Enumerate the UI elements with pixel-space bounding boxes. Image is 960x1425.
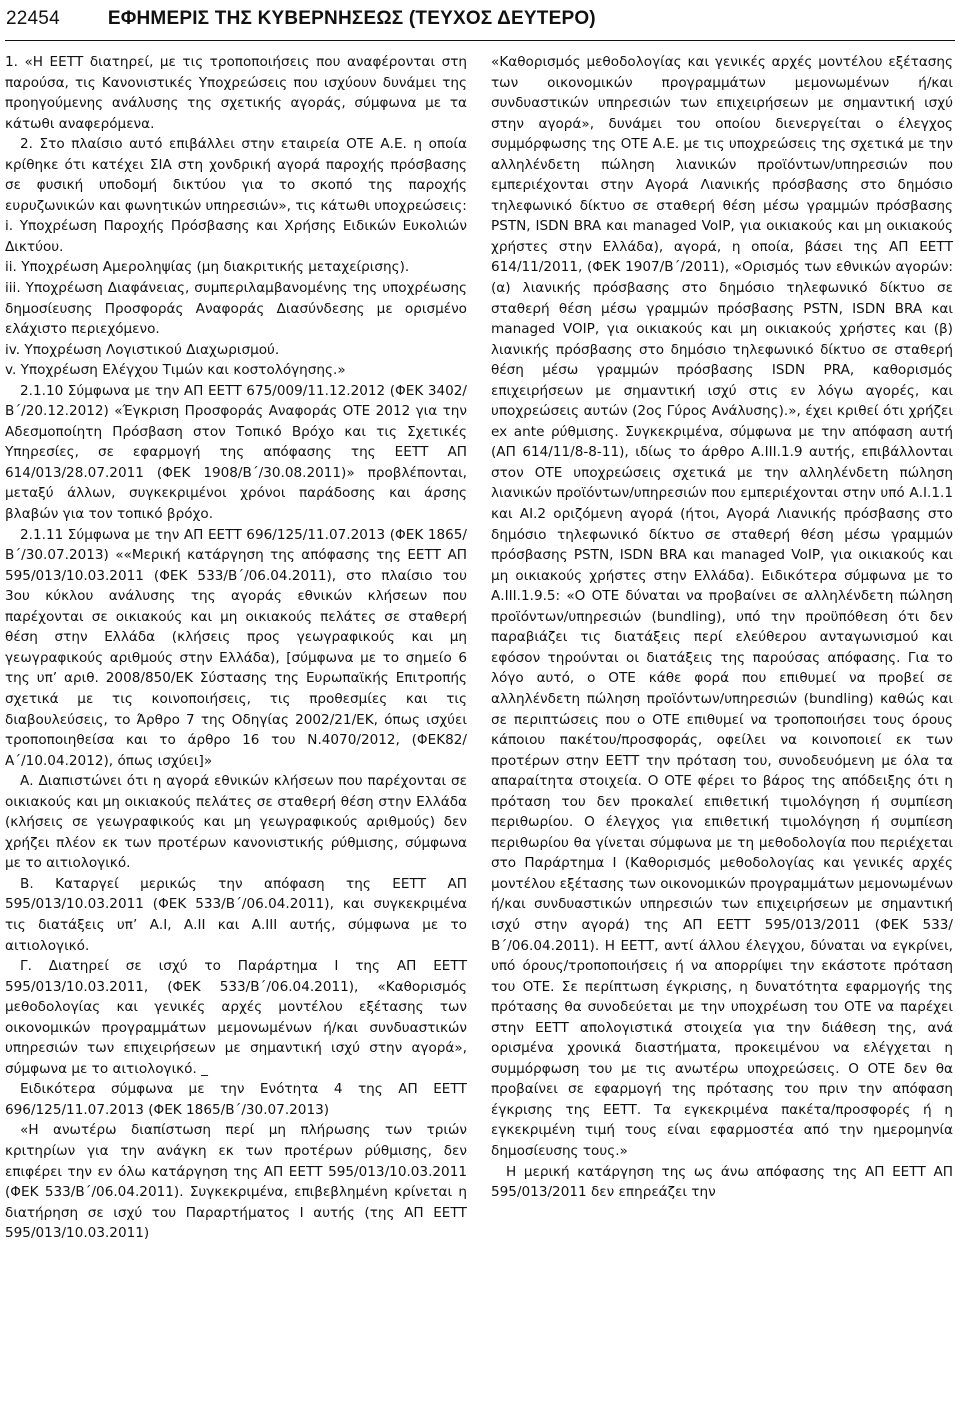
paragraph: Γ. Διατηρεί σε ισχύ το Παράρτημα Ι της ΑΠ ΕΕΤΤ 595/013/10.03.2011, (ΦΕΚ 533/Β΄/06.04.2011), «Καθορισμός μεθοδολογίας και γενικές αρχές μοντέλου εξέτασης των οικονομικών προγραμμάτων μεμονωμένων ή/και συνδυαστικών υπηρεσιών των επιχειρήσεων με σημαντική ισχύ στην αγορά», σύμφωνα με το αιτιολογικό. _ (5, 958, 467, 1077)
paragraph: «Η ανωτέρω διαπίστωση περί μη πλήρωσης των τριών κριτηρίων για την ανάγκη εκ των προτέρων ρύθμισης, δεν επιφέρει την εν όλω κατάργηση της ΑΠ ΕΕΤΤ 595/013/10.03.2011 (ΦΕΚ 533/Β΄/06.04.2011). Συγκεκριμένα, επιβεβλημένη κρίνεται η διατήρηση σε ισχύ του Παραρτήματος Ι αυτής (της ΑΠ ΕΕΤΤ 595/013/10.03.2011) (5, 1122, 467, 1242)
list-item: ii. Υποχρέωση Αμεροληψίας (μη διακριτικής μεταχείρισης). (5, 259, 410, 276)
list-item: iv. Υποχρέωση Λογιστικού Διαχωρισμού. (5, 341, 280, 358)
gazette-title: ΕΦΗΜΕΡΙΣ ΤΗΣ ΚΥΒΕΡΝΗΣΕΩΣ (ΤΕΥΧΟΣ ΔΕΥΤΕΡΟ) (107, 8, 596, 29)
list-item: v. Υποχρέωση Ελέγχου Τιμών και κοστολόγησης.» (5, 362, 346, 379)
paragraph: Ειδικότερα σύμφωνα με την Ενότητα 4 της ΑΠ ΕΕΤΤ 696/125/11.07.2013 (ΦΕΚ 1865/Β΄/30.07.2013) (5, 1081, 467, 1118)
paragraph: 2.1.11 Σύμφωνα με την ΑΠ ΕΕΤΤ 696/125/11.07.2013 (ΦΕΚ 1865/Β΄/30.07.2013) ««Μερική κατάργηση της απόφασης της ΕΕΤΤ ΑΠ 595/013/10.03.2011 (ΦΕΚ 533/Β΄/06.04.2011), στο πλαίσιο του 3ου κύκλου ανάλυσης της αγοράς εθνικών κλήσεων που παρέχονται σε οικιακούς και μη οικιακούς πελάτες σε σταθερή θέση στην Ελλάδα (κλήσεις προς γεωγραφικούς και μη γεωγραφικούς αριθμούς στην Ελλάδα), [σύμφωνα με το σημείο 6 της υπ’ αριθ. 2008/850/ΕΚ Σύστασης της Ευρωπαϊκής Επιτροπής σχετικά με τις κοινοποιήσεις, τις προθεσμίες και τις διαβουλεύσεις, το Άρθρο 7 της Οδηγίας 2002/21/ΕΚ, όπως ισχύει τροποποιηθείσα και το άρθρο 16 του Ν.4070/2012, (ΦΕΚ82/Α΄/10.04.2012), όπως ισχύει]» (5, 526, 467, 769)
paragraph: 2. Στο πλαίσιο αυτό επιβάλλει στην εταιρεία ΟΤΕ Α.Ε. η οποία κρίθηκε ότι κατέχει ΣΙΑ στη χονδρική αγορά παροχής πρόσβασης σε φυσική υποδομή δικτύου για το σκοπό της παροχής ευρυζωνικών και φωνητικών υπηρεσιών», τις κάτωθι υποχρεώσεις: (5, 136, 467, 214)
right-column (491, 52, 953, 1203)
paragraph: 2.1.10 Σύμφωνα με την ΑΠ ΕΕΤΤ 675/009/11.12.2012 (ΦΕΚ 3402/Β΄/20.12.2012) «Έγκριση Προσφοράς Αναφοράς ΟΤΕ 2012 για την Αδεσμοποίητη Πρόσβαση στον Τοπικό Βρόχο και τις Σχετικές Υπηρεσίες, σε εφαρμογή της απόφασης της ΕΕΤΤ ΑΠ 614/013/28.07.2011 (ΦΕΚ 1908/Β΄/30.08.2011)» προβλέπονται, μεταξύ άλλων, συγκεκριμένοι χρόνοι παράδοσης και άρσης βλαβών για τον τοπικό βρόχο. (5, 382, 467, 523)
list-item: iii. Υποχρέωση Διαφάνειας, συμπεριλαμβανομένης της υποχρέωσης δημοσίευσης Προσφοράς Αναφοράς Διασύνδεσης με ορισμένο ελάχιστο περιεχόμενο. (5, 280, 467, 338)
page-header (6, 0, 954, 38)
header-divider (5, 40, 955, 41)
paragraph: Β. Καταργεί μερικώς την απόφαση της ΕΕΤΤ ΑΠ 595/013/10.03.2011 (ΦΕΚ 533/Β΄/06.04.2011), και συγκεκριμένα τις διατάξεις υπ’ Α.Ι, Α.ΙΙ και Α.ΙΙΙ αυτής, σύμφωνα με το αιτιολογικό. (5, 875, 467, 954)
paragraph: Α. Διαπιστώνει ότι η αγορά εθνικών κλήσεων που παρέχονται σε οικιακούς και μη οικιακούς πελάτες σε σταθερή θέση στην Ελλάδα (κλήσεις σε γεωγραφικούς και μη γεωγραφικούς αριθμούς) δεν χρήζει πλέον εκ των προτέρων κανονιστικής ρύθμισης, σύμφωνα με το αιτιολογικό. (5, 773, 467, 872)
paragraph: 1. «Η ΕΕΤΤ διατηρεί, με τις τροποποιήσεις που αναφέρονται στη παρούσα, τις Κανονιστικές Υποχρεώσεις που ισχύουν δυνάμει της προηγούμενης ανάλυσης της σχετικής αγοράς, σύμφωνα με τα κάτωθι αναφερόμενα. (5, 54, 467, 132)
left-column (5, 52, 467, 1244)
paragraph: «Καθορισμός μεθοδολογίας και γενικές αρχές μοντέλου εξέτασης των οικονομικών προγραμμάτων μεμονωμένων ή/και συνδυαστικών υπηρεσιών των επιχειρήσεων με σημαντική ισχύ στην αγορά», δυνάμει του οποίου διενεργείται ο έλεγχος συμμόρφωσης της ΟΤΕ Α.Ε. με τις υποχρεώσεις της σχετικά με την αλληλένδετη πώληση λιανικών προϊόντων/υπηρεσιών που εμπεριέχονται στην Αγορά Λιανικής πρόσβασης στο δημόσιο τηλεφωνικό δίκτυο σε σταθερή θέση μέσω γραμμών πρόσβασης PSTN, ISDN BRA και managed VoIP, για οικιακούς και μη οικιακούς χρήστες στην Ελλάδα), αγορά, η οποία, βάσει της ΑΠ ΕΕΤΤ 614/11/2011, (ΦΕΚ 1907/Β΄/2011), «Ορισμός των εθνικών αγορών: (α) λιανικής πρόσβασης στο δημόσιο τηλεφωνικό δίκτυο σε σταθερή θέση μέσω γραμμών πρόσβασης PSTN, ISDN BRA και managed VOIP, για οικιακούς και μη οικιακούς χρήστες και (β) λιανικής πρόσβασης στο δημόσιο τηλεφωνικό δίκτυο σε σταθερή θέση μέσω γραμμών πρόσβασης ISDN PRA, καθορισμός επιχειρήσεων με σημαντική ισχύ στις εν λόγω αγορές, και υποχρεώσεις αυτών (2ος Γύρος Ανάλυσης).», έχει κριθεί ότι χρήζει ex ante ρύθμισης. Συγκεκριμένα, σύμφωνα με την απόφαση αυτή (ΑΠ 614/11/8-8-11), ιδίως το άρθρο Α.ΙΙΙ.1.9 αυτής, επιβάλλονται στον ΟΤΕ υποχρεώσεις σχετικά με την αλληλένδετη πώληση λιανικών προϊόντων/υπηρεσιών που εμπεριέχονται στην υπό Α.Ι.1.1 και ΑΙ.2 οριζόμενη αγορά (ήτοι, Αγορά Λιανικής πρόσβασης στο δημόσιο τηλεφωνικό δίκτυο σε σταθερή θέση μέσω γραμμών πρόσβασης PSTN, ISDN BRA και managed VoIP, για οικιακούς και μη οικιακούς χρήστες στην Ελλάδα). Ειδικότερα σύμφωνα με το Α.ΙΙΙ.1.9.5: «Ο ΟΤΕ δύναται να προβαίνει σε αλληλένδετη πώληση προϊόντων/υπηρεσιών (bundling), υπό την προϋπόθεση ότι δεν παραβιάζει τις διατάξεις περί ελεύθερου ανταγωνισμού και εφόσον τηρούνται οι διατάξεις της παρούσας απόφασης. Για το λόγο αυτό, ο ΟΤΕ κάθε φορά που επιθυμεί να προβεί σε αλληλένδετη πώληση προϊόντων/υπηρεσιών (bundling) καθώς και σε περιπτώσεις που ο ΟΤΕ επιθυμεί να τροποποιήσει τους όρους κάποιου πακέτου/προσφοράς, οφείλει να κοινοποιεί εκ των προτέρων στην ΕΕΤΤ την πρόταση του, συνοδευόμενη με όλα τα απαραίτητα στοιχεία. Ο ΟΤΕ φέρει το βάρος της απόδειξης ότι η πρόταση του δεν προκαλεί επιθετική τιμολόγηση ή συμπίεση περιθωρίου. Ο έλεγχος για επιθετική τιμολόγηση ή συμπίεση περιθωρίου θα γίνεται σύμφωνα με τη μεθοδολογία που περιέχεται στο Παράρτημα Ι (Καθορισμός μεθοδολογίας και γενικές αρχές μοντέλου εξέτασης των οικονομικών προγραμμάτων μεμονωμένων ή/και συνδυαστικών υπηρεσιών των επιχειρήσεων με σημαντική ισχύ στην αγορά) της ΑΠ ΕΕΤΤ 595/013/2011 (ΦΕΚ 533/Β΄/06.04.2011). Η ΕΕΤΤ, αντί άλλου έλεγχου, δύναται να εγκρίνει, υπό όρους/τροποποιήσεις ή να απορρίψει την εκάστοτε πρόταση του ΟΤΕ. Σε περίπτωση έγκρισης, η δυνατότητα εφαρμογής της πρότασης θα συνοδεύεται με την υποχρέωση του ΟΤΕ να παρέχει στην ΕΕΤΤ απολογιστικά στοιχεία για την διάθεση της, ανά ορισμένα χρονικά διαστήματα, προκειμένου να ελέγχεται η συμμόρφωση του με τις ανωτέρω υποχρεώσεις. Ο ΟΤΕ δεν θα προβαίνει σε εφαρμογή της πρότασης του πριν την απόφαση έγκρισης της ΕΕΤΤ. Τα εγκεκριμένα πακέτα/προσφορές ή η εγκεκριμένη τιμή τους είναι εφαρμοστέα από την ημερομηνία δημοσίευσης τους.» (491, 54, 954, 1159)
paragraph: Η μερική κατάργηση της ως άνω απόφασης της ΑΠ ΕΕΤΤ ΑΠ 595/013/2011 δεν επηρεάζει την (491, 1163, 953, 1201)
list-item: i. Υποχρέωση Παροχής Πρόσβασης και Χρήσης Ειδικών Ευκολιών Δικτύου. (5, 218, 467, 255)
page-number: 22454 (6, 8, 60, 29)
